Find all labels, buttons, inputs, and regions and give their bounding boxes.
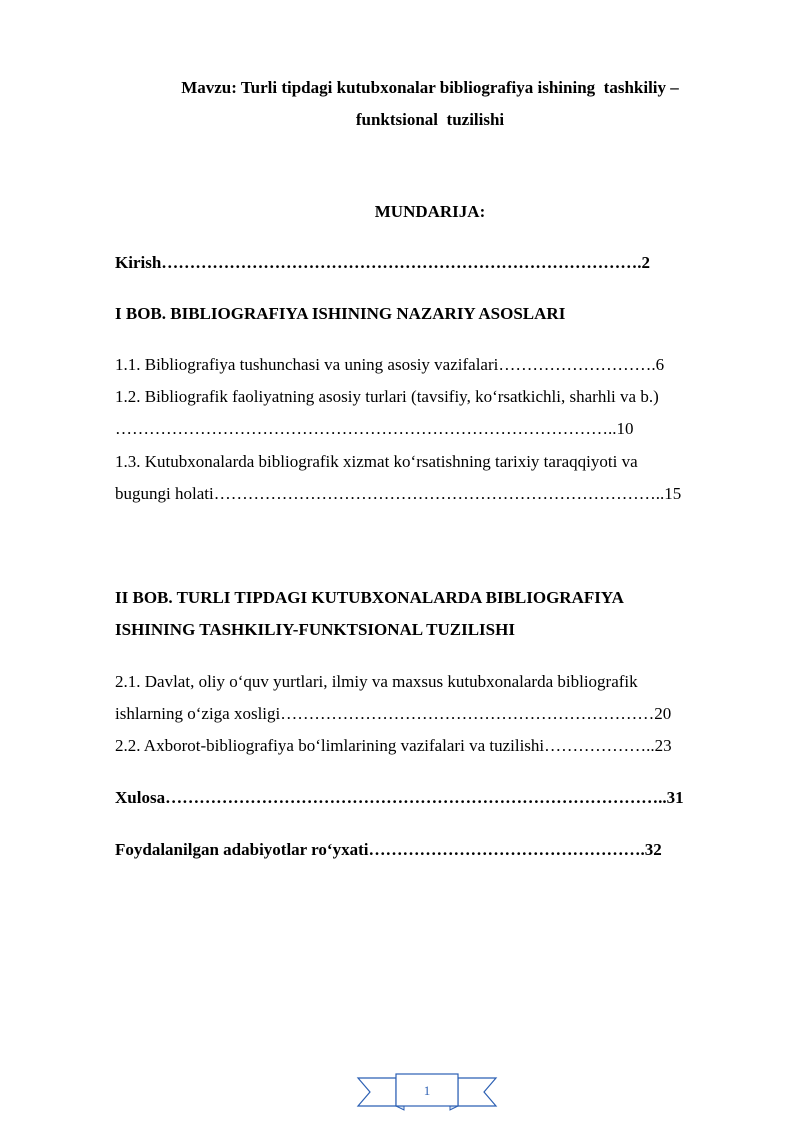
toc-entry-1-3-line-1: 1.3. Kutubxonalarda bibliografik xizmat koʻrsatishning tarixiy taraqqiyoti va (115, 452, 638, 471)
toc-entry-xulosa: Xulosa……………………………………………………………………………..31 (115, 788, 684, 807)
title-line-2: funktsional tuzilishi (355, 110, 505, 129)
title-line-1: Mavzu: Turli tipdagi kutubxonalar bibliografiya ishining tashkiliy – (181, 78, 679, 97)
document-title (100, 72, 760, 136)
toc-chapter-1: I BOB. BIBLIOGRAFIYA ISHINING NAZARIY ASOSLARI (115, 304, 566, 323)
toc-entry-1-2-line-2: ……………………………………………………………………………..10 (115, 419, 634, 438)
toc-entry-1-3-line-2: bugungi holati……………………………………………………………………..15 (115, 484, 682, 503)
toc-chapter-2-line-1: II BOB. TURLI TIPDAGI KUTUBXONALARDA BIBLIOGRAFIYA (115, 588, 624, 607)
toc-entry-kirish: Kirish………………………………………………………………………….2 (115, 253, 651, 272)
page-number: 1 (423, 1083, 431, 1098)
toc-entry-1-1: 1.1. Bibliografiya tushunchasi va uning asosiy vazifalari……………………….6 (115, 355, 665, 374)
toc-entry-2-1-line-2: ishlarning oʻziga xosligi…………………………………………………………20 (115, 704, 672, 723)
page-number-ribbon (356, 1072, 498, 1112)
toc-chapter-2-line-2: ISHINING TASHKILIY-FUNKTSIONAL TUZILISHI (115, 620, 515, 639)
toc-entry-1-2-line-1: 1.2. Bibliografik faoliyatning asosiy turlari (tavsifiy, koʻrsatkichli, sharhli va b.) (115, 387, 659, 406)
toc-entry-2-2: 2.2. Axborot-bibliografiya boʻlimlarining vazifalari va tuzilishi………………..23 (115, 736, 672, 755)
toc-entry-foydalanilgan: Foydalanilgan adabiyotlar roʻyxati………………………………………….32 (115, 840, 662, 859)
toc-heading: MUNDARIJA: (374, 202, 486, 221)
toc-entry-2-1-line-1: 2.1. Davlat, oliy oʻquv yurtlari, ilmiy va maxsus kutubxonalarda bibliografik (115, 672, 638, 691)
